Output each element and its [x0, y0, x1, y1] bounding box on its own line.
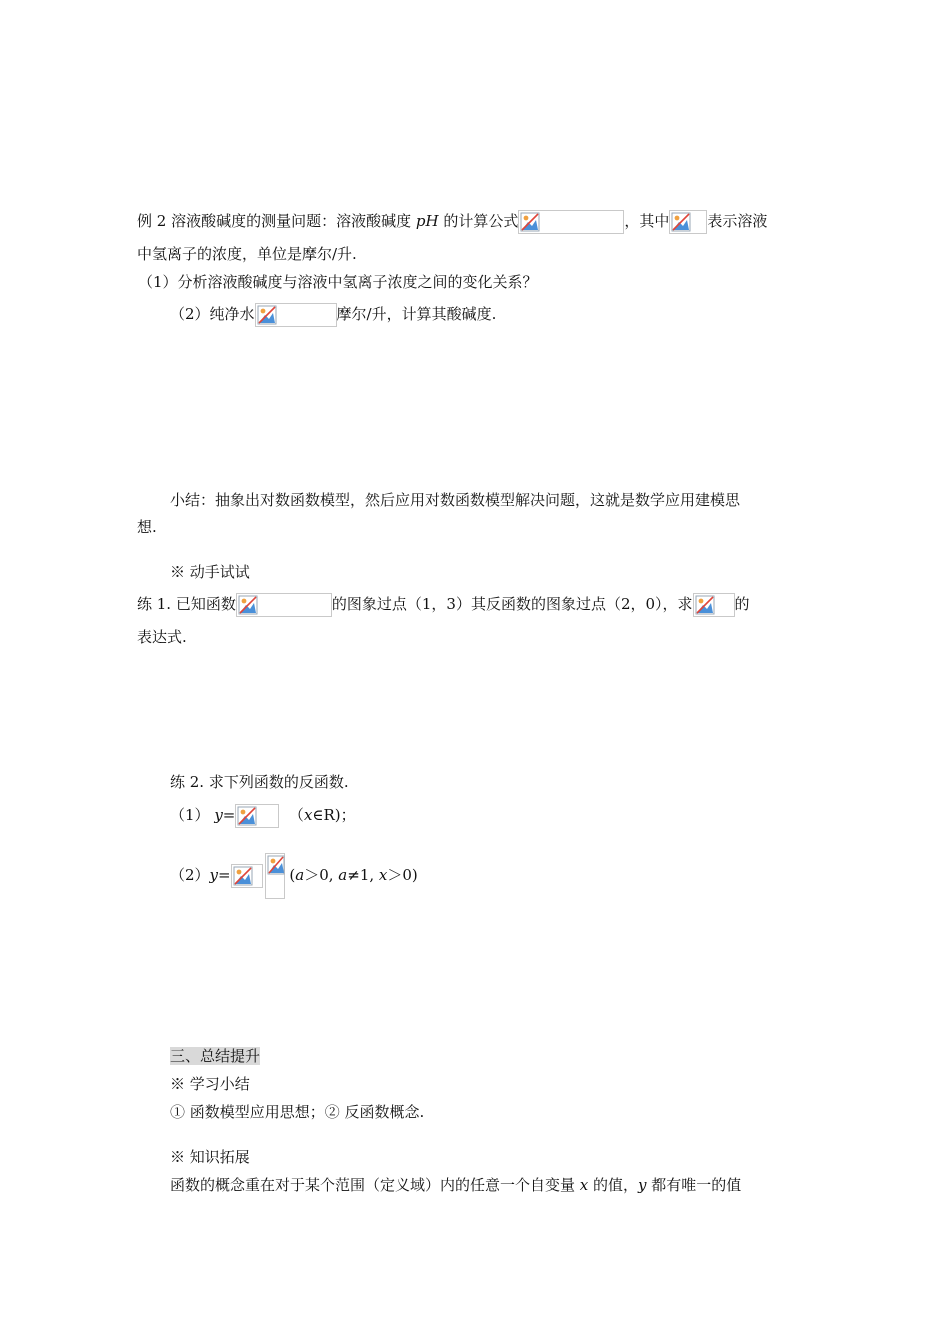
- exercise2-item2: （2）y= (a＞0, a≠1, x＞0): [170, 853, 418, 899]
- broken-image-icon: [237, 806, 257, 826]
- knowledge-extension-heading: ※ 知识拓展: [170, 1148, 250, 1166]
- example2-question1: （1）分析溶液酸碱度与溶液中氢离子浓度之间的变化关系？: [138, 273, 538, 291]
- broken-image-icon: [238, 595, 258, 615]
- formula-image-exercise2-2b: [265, 853, 285, 899]
- broken-image-icon: [671, 212, 691, 232]
- example2-question2: （2）纯净水 摩尔/升，计算其酸碱度.: [170, 303, 496, 327]
- summary-line1: 小结：抽象出对数函数模型，然后应用对数函数模型解决问题，这就是数学应用建模思: [170, 491, 741, 509]
- study-summary-heading: ※ 学习小结: [170, 1075, 250, 1093]
- broken-image-icon: [267, 855, 285, 875]
- example2-line2: 中氢离子的浓度，单位是摩尔/升.: [137, 245, 357, 263]
- exercise1-line1: 练 1. 已知函数 的图象过点（1，3）其反函数的图象过点（2，0），求 的: [137, 593, 750, 617]
- formula-image-h-concentration: [669, 210, 707, 234]
- formula-image-function: [236, 593, 332, 617]
- formula-image-fx: [693, 593, 735, 617]
- exercise2-title: 练 2. 求下列函数的反函数.: [170, 773, 349, 791]
- formula-image-pure-water: [255, 303, 337, 327]
- example2-line1: 例 2 溶液酸碱度的测量问题：溶液酸碱度 pH 的计算公式 ，其中 表示溶液: [137, 210, 767, 234]
- broken-image-icon: [233, 866, 253, 886]
- broken-image-icon: [695, 595, 715, 615]
- formula-image-ph: [518, 210, 624, 234]
- try-heading: ※ 动手试试: [170, 563, 250, 581]
- formula-image-exercise2-2a: [231, 864, 263, 888]
- exercise2-item1: （1） y= （x∈R)；: [170, 804, 356, 828]
- broken-image-icon: [257, 305, 277, 325]
- section3-heading: 三、总结提升: [170, 1047, 261, 1065]
- broken-image-icon: [520, 212, 540, 232]
- knowledge-extension-text: 函数的概念重在对于某个范围（定义域）内的任意一个自变量 x 的值，y 都有唯一的值: [170, 1176, 742, 1194]
- summary-line2: 想.: [137, 518, 157, 536]
- exercise1-line2: 表达式.: [137, 628, 187, 646]
- formula-image-exercise2-1: [235, 804, 279, 828]
- study-summary-text: ① 函数模型应用思想；② 反函数概念.: [170, 1103, 425, 1121]
